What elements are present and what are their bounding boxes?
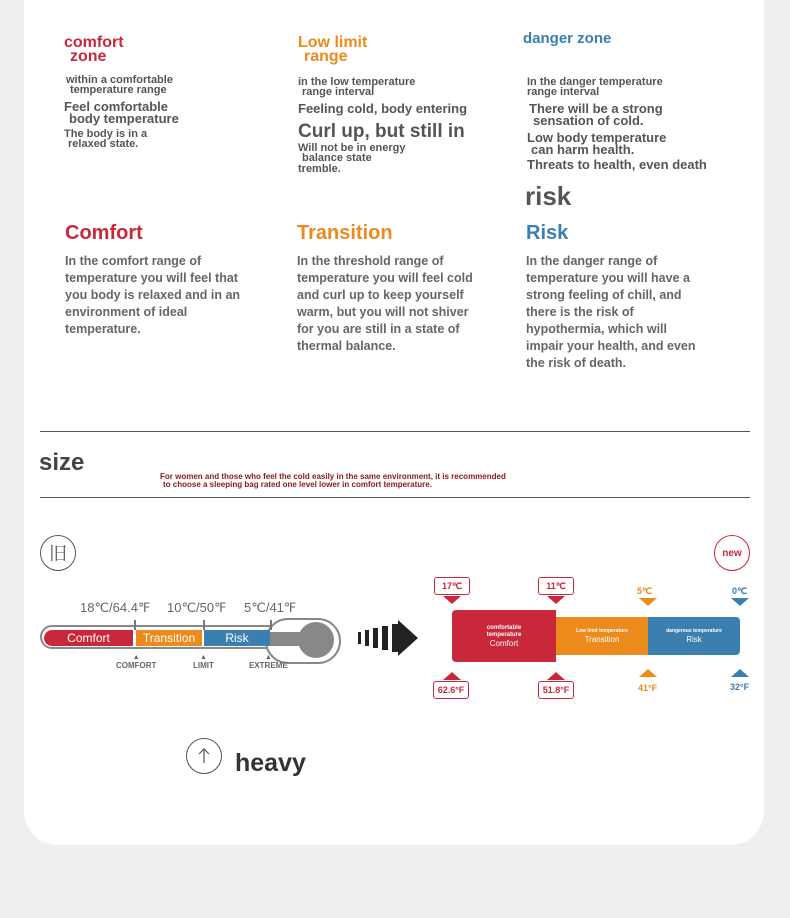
old-mark-extreme-label: EXTREME bbox=[249, 661, 288, 670]
old-thermometer bbox=[40, 600, 342, 670]
danger-line: can harm health. bbox=[531, 142, 635, 157]
comfort-zone-title-2: zone bbox=[70, 48, 107, 65]
new-seg-risk bbox=[648, 617, 740, 655]
comfort-zone-title-1: comfort bbox=[64, 34, 124, 51]
comfort-text-line: environment of ideal bbox=[65, 305, 188, 319]
comfort-text-line: temperature you will feel that bbox=[65, 271, 238, 285]
new-label: new bbox=[722, 547, 742, 559]
new-seg-comfort-sub: comfortable temperature bbox=[486, 624, 522, 638]
arrow-up-icon[interactable] bbox=[186, 738, 222, 774]
transition-text-line: In the threshold range of bbox=[297, 254, 444, 268]
low-line: in the low temperature bbox=[298, 76, 416, 88]
new-seg-risk-sub: dangerous temperature bbox=[666, 628, 722, 634]
risk-text-line: hypothermia, which will bbox=[526, 322, 667, 336]
old-temp-2: 10℃/50℉ bbox=[167, 600, 227, 615]
new-top-marker-4 bbox=[731, 598, 749, 606]
comfort-line: within a comfortable bbox=[66, 74, 173, 86]
new-top-marker-2 bbox=[547, 596, 565, 604]
danger-zone-block bbox=[523, 32, 707, 171]
risk-text-line: In the danger range of bbox=[526, 254, 658, 268]
comfort-text-line: temperature. bbox=[65, 322, 141, 336]
new-seg-transition-sub: Low limit temperature bbox=[576, 628, 628, 634]
arrow-right-icon bbox=[356, 618, 420, 658]
new-seg-comfort bbox=[452, 610, 556, 662]
comfort-line: relaxed state. bbox=[68, 138, 139, 150]
low-line: Curl up, but still in bbox=[298, 121, 465, 142]
comfort-column bbox=[65, 222, 275, 338]
risk-text-line: the risk of death. bbox=[526, 356, 627, 370]
new-top-label-4: 0℃ bbox=[732, 586, 748, 596]
new-top-badge-2: 11℃ bbox=[538, 577, 574, 595]
new-bottom-label-4: 32°F bbox=[730, 682, 750, 692]
old-mark-comfort: ▲ COMFORT bbox=[116, 654, 157, 670]
danger-line: sensation of cold. bbox=[533, 113, 644, 128]
new-bottom-marker-2 bbox=[547, 672, 565, 680]
danger-line: Low body temperature bbox=[527, 130, 667, 145]
new-seg-risk-name: Risk bbox=[686, 635, 702, 644]
risk-title: Risk bbox=[526, 222, 569, 244]
low-limit-title-1: Low limit bbox=[298, 34, 368, 51]
transition-text-line: thermal balance. bbox=[297, 339, 396, 353]
old-label-circle bbox=[40, 535, 76, 571]
transition-text-line: and curl up to keep yourself bbox=[297, 288, 464, 302]
old-seg-transition-label: Transition bbox=[142, 631, 196, 645]
danger-line: There will be a strong bbox=[529, 101, 663, 116]
heavy-word: heavy bbox=[235, 749, 306, 777]
new-bottom-badge-2: 51.8°F bbox=[538, 681, 574, 699]
old-seg-risk-label: Risk bbox=[225, 631, 249, 645]
comfort-line: The body is in a bbox=[64, 128, 148, 140]
low-limit-block bbox=[298, 36, 467, 174]
old-seg-risk bbox=[204, 630, 270, 646]
new-top-badge-1: 17℃ bbox=[434, 577, 470, 595]
risk-text-line: there is the risk of bbox=[526, 305, 634, 319]
low-line: tremble. bbox=[298, 163, 341, 175]
old-mark-limit: ▲ LIMIT bbox=[193, 654, 214, 670]
transition-text-line: warm, but you will not shiver bbox=[297, 305, 469, 319]
danger-line: Threats to health, even death bbox=[527, 157, 707, 172]
new-top-label-3: 5℃ bbox=[637, 586, 653, 596]
new-bottom-label-3: 41°F bbox=[638, 683, 658, 693]
new-bottom-marker-3 bbox=[639, 669, 657, 677]
old-seg-comfort bbox=[44, 630, 133, 646]
new-seg-transition bbox=[556, 617, 648, 655]
low-line: balance state bbox=[302, 152, 372, 164]
new-top-marker-3 bbox=[639, 598, 657, 606]
comfort-line: Feel comfortable bbox=[64, 99, 169, 114]
transition-title: Transition bbox=[297, 222, 393, 244]
risk-text-line: strong feeling of chill, and bbox=[526, 288, 682, 302]
size-notice bbox=[160, 473, 506, 489]
new-bottom-marker-1 bbox=[443, 672, 461, 680]
risk-text-line: temperature you will have a bbox=[526, 271, 690, 285]
comfort-title: Comfort bbox=[65, 222, 143, 244]
old-mark-comfort-label: COMFORT bbox=[116, 661, 157, 670]
new-bottom-badge-1: 62.6°F bbox=[433, 681, 469, 699]
size-word: size bbox=[39, 449, 85, 476]
low-limit-title-2: range bbox=[304, 48, 348, 65]
risk-column bbox=[526, 222, 741, 372]
new-label-circle bbox=[714, 535, 750, 571]
new-top-marker-1 bbox=[443, 596, 461, 604]
old-seg-transition bbox=[136, 630, 202, 646]
comfort-zone-block bbox=[64, 36, 179, 149]
transition-text-line: temperature you will feel cold bbox=[297, 271, 473, 285]
notice-line: to choose a sleeping bag rated one level lower in comfort temperature. bbox=[163, 480, 432, 489]
danger-line: In the danger temperature bbox=[527, 76, 663, 88]
old-label: 旧 bbox=[49, 544, 67, 564]
comfort-line: temperature range bbox=[70, 84, 167, 96]
risk-text-line: impair your health, and even bbox=[526, 339, 696, 353]
risk-word: risk bbox=[525, 181, 572, 211]
low-line: Will not be in energy bbox=[298, 142, 406, 154]
divider-top bbox=[40, 431, 750, 432]
new-seg-comfort-name: Comfort bbox=[489, 638, 519, 648]
new-bottom-marker-4 bbox=[731, 669, 749, 677]
old-temp-1: 18℃/64.4℉ bbox=[80, 600, 151, 615]
comfort-line: body temperature bbox=[69, 111, 179, 126]
old-seg-comfort-label: Comfort bbox=[67, 631, 110, 645]
danger-zone-title: danger zone bbox=[523, 30, 612, 47]
comfort-text-line: you body is relaxed and in an bbox=[65, 288, 241, 302]
danger-line: range interval bbox=[527, 86, 600, 98]
transition-column bbox=[297, 222, 512, 355]
notice-line: For women and those who feel the cold easily in the same environment, it is recommended bbox=[160, 472, 506, 481]
transition-text-line: for you are still in a state of bbox=[297, 322, 460, 336]
comfort-text-line: In the comfort range of bbox=[65, 254, 202, 268]
low-line: Feeling cold, body entering bbox=[298, 101, 468, 116]
old-temp-3: 5℃/41℉ bbox=[244, 600, 297, 615]
divider-bottom bbox=[40, 497, 750, 498]
low-line: range interval bbox=[302, 86, 375, 98]
old-mark-limit-label: LIMIT bbox=[193, 661, 214, 670]
old-mark-extreme: ▲ EXTREME bbox=[249, 654, 288, 670]
new-seg-transition-name: Transition bbox=[584, 635, 620, 644]
